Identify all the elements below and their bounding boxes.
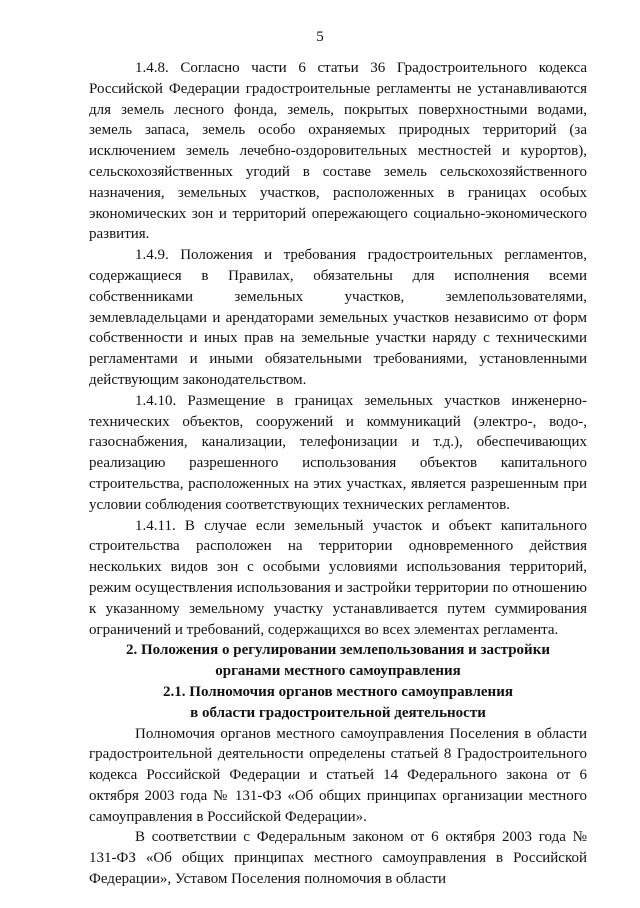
paragraph-powers-intro: Полномочия органов местного самоуправления Поселения в области градостроительной деятельности определены статьей 8 Градостроительного кодекса Российской Федерации и статьей 14 Федерального закона от 6 октября 2003 года № 131-ФЗ «Об общих принципах организации местного самоуправления в Российской Федерации». (89, 725, 587, 825)
paragraph-1-4-11: 1.4.11. В случае если земельный участок и объект капитального строительства расположен на территории одновременного действия нескольких видов зон с особыми условиями использования территорий, режим осуществления использования и застройки территории по отношению к указанному земельному участку устанавливается путем суммирования ограничений и требований, содержащихся во всех элементах регламента. (89, 517, 587, 638)
page-number: 5 (316, 29, 324, 45)
paragraph-1-4-10: 1.4.10. Размещение в границах земельных участков инженерно-технических объектов, сооружений и коммуникаций (электро-, водо-, газоснабжения, канализации, телефонизации и т.д.), обеспечивающих реализацию разрешенного использования объектов капитального строительства, расположенных на этих участках, является разрешенным при условии соблюдения соответствующих технических регламентов. (89, 392, 587, 513)
paragraph-powers-law: В соответствии с Федеральным законом от 6 октября 2003 года № 131-ФЗ «Об общих принципах местного самоуправления в Российской Федерации», Уставом Поселения полномочия в области (89, 829, 587, 888)
subsection-heading-line-2: в области градостроительной деятельности (190, 704, 486, 721)
subsection-heading-2-1 (89, 682, 587, 724)
paragraph-1-4-8: 1.4.8. Согласно части 6 статьи 36 Градостроительного кодекса Российской Федерации градостроительные регламенты не устанавливаются для земель лесного фонда, земель, покрытых поверхностными водами, земель запаса, земель особо охраняемых природных территорий (за исключением земель лечебно-оздоровительных местностей и курортов), сельскохозяйственных угодий в составе земель сельскохозяйственного назначения, земельных участков, расположенных в границах особых экономических зон и территорий опережающего социально-экономического развития. (89, 60, 587, 243)
section-heading-2 (89, 640, 587, 682)
subsection-heading-line-1: 2.1. Полномочия органов местного самоуправления (163, 683, 513, 700)
document-body (89, 58, 587, 890)
section-heading-line-1: 2. Положения о регулировании землепользования и застройки (126, 642, 550, 659)
paragraph-1-4-9: 1.4.9. Положения и требования градостроительных регламентов, содержащиеся в Правилах, обязательны для исполнения всеми собственниками земельных участков, землепользователями, землевладельцами и арендаторами земельных участков независимо от форм собственности и иных прав на земельные участки наряду с техническими регламентами и иными обязательными требованиями, установленными действующим законодательством. (89, 247, 587, 388)
section-heading-line-2: органами местного самоуправления (215, 663, 461, 680)
